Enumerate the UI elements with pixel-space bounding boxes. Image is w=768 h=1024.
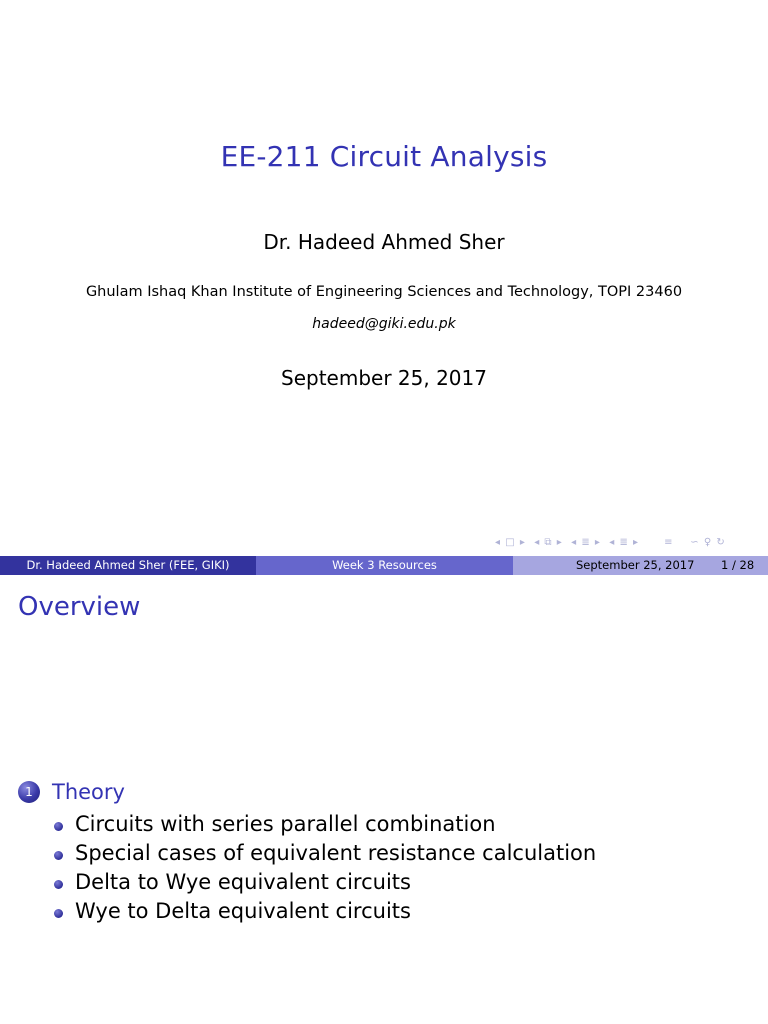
presentation-title: EE-211 Circuit Analysis	[220, 140, 548, 173]
footer-short-title: Week 3 Resources	[256, 556, 513, 575]
institute-name: Ghulam Ishaq Khan Institute of Engineering Sciences and Technology, TOPI 23460	[85, 284, 683, 300]
footer-date: September 25, 2017	[576, 558, 695, 572]
bullet-icon	[54, 822, 63, 831]
footer-date-page	[513, 556, 768, 575]
section-number-badge: 1	[18, 781, 40, 803]
author-email: hadeed@giki.edu.pk	[312, 316, 456, 332]
author-name: Dr. Hadeed Ahmed Sher	[263, 230, 505, 254]
frame-title: Overview	[18, 592, 141, 622]
list-item-text: Circuits with series parallel combination	[75, 812, 496, 836]
bullet-icon	[54, 851, 63, 860]
nav-align-icon[interactable]: ≡	[643, 537, 674, 548]
nav-section-icon[interactable]: ◂ ≣ ▸	[605, 537, 640, 548]
toc-section[interactable]	[18, 780, 125, 804]
list-item-text: Delta to Wye equivalent circuits	[75, 870, 411, 894]
slide-footer	[0, 556, 768, 575]
beamer-navigation-bar[interactable]	[495, 537, 726, 548]
nav-subsection-icon[interactable]: ◂ ≣ ▸	[566, 537, 601, 548]
list-item-text: Special cases of equivalent resistance calculation	[75, 841, 597, 865]
bullet-icon	[54, 880, 63, 889]
presentation-date: September 25, 2017	[281, 366, 487, 390]
footer-page-number: 1 / 28	[721, 558, 755, 572]
list-item-text: Wye to Delta equivalent circuits	[75, 899, 411, 923]
nav-frame-icon[interactable]: ◂ ⧉ ▸	[530, 537, 563, 548]
footer-author: Dr. Hadeed Ahmed Sher (FEE, GIKI)	[0, 556, 256, 575]
nav-prev-icon[interactable]: ◂ □ ▸	[495, 537, 526, 548]
bullet-icon	[54, 909, 63, 918]
section-label: Theory	[52, 780, 125, 804]
overview-slide	[0, 576, 768, 1024]
nav-search-icon[interactable]: ∽ ♀ ↻	[677, 537, 726, 548]
